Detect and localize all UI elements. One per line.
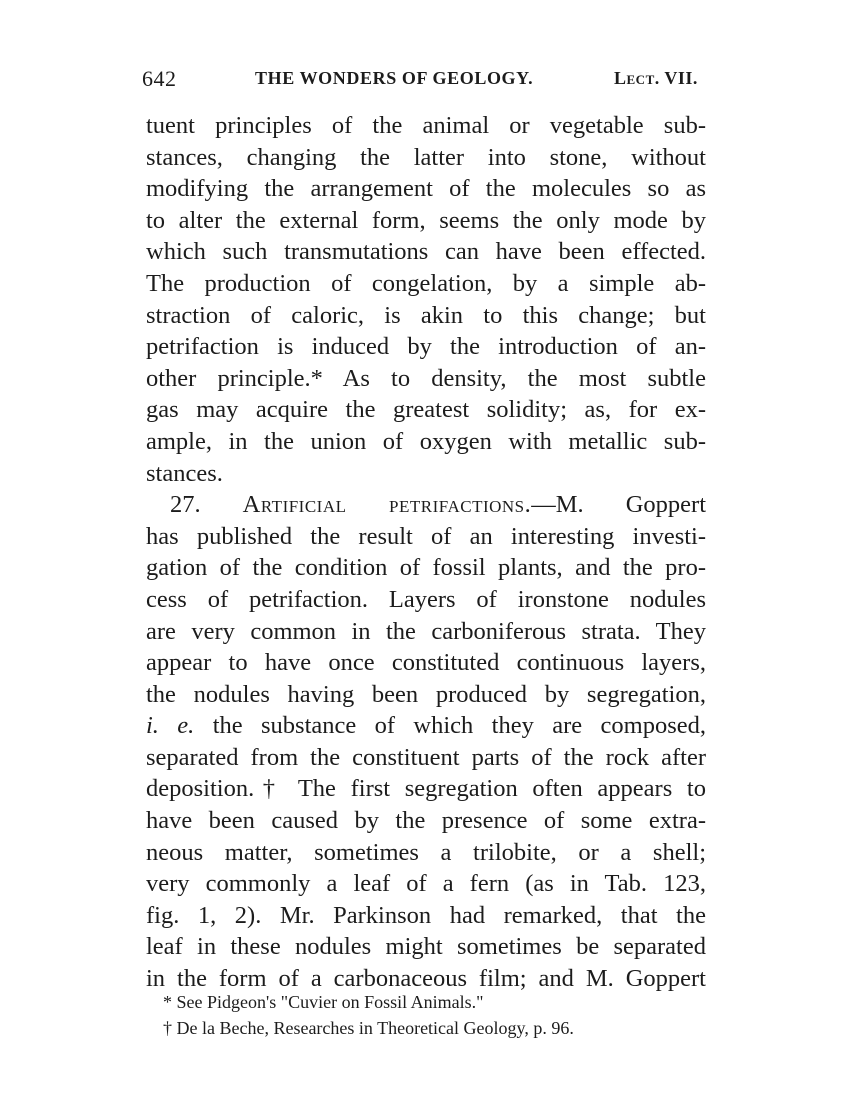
text-line: has published the result of an interesting investi- bbox=[146, 522, 706, 550]
text-line bbox=[146, 710, 706, 742]
text-line: ample, in the union of oxygen with metallic sub- bbox=[146, 427, 706, 455]
text-line: gation of the condition of fossil plants, and the pro- bbox=[146, 554, 706, 582]
text-line: gas may acquire the greatest solidity; as, for ex- bbox=[146, 396, 706, 424]
text-line: stances. bbox=[146, 459, 223, 487]
text-line: neous matter, sometimes a trilobite, or a shell; bbox=[146, 838, 706, 866]
text-line: have been caused by the presence of some extra- bbox=[146, 807, 706, 835]
text-line-rest: the substance of which they are composed, bbox=[194, 712, 706, 740]
lecture-reference: Lect. VII. bbox=[614, 68, 698, 88]
section-first-line-text: —M. Goppert bbox=[531, 491, 706, 519]
text-line: stances, changing the latter into stone, without bbox=[146, 143, 706, 171]
text-line: appear to have once constituted continuous layers, bbox=[146, 649, 706, 677]
text-line: petrifaction is induced by the introduction of an- bbox=[146, 333, 706, 361]
text-line: tuent principles of the animal or vegetable sub- bbox=[146, 112, 706, 139]
text-line: which such transmutations can have been effected. bbox=[146, 238, 706, 266]
section-number: 27. bbox=[170, 491, 201, 519]
text-line: very commonly a leaf of a fern (as in Tab. 123, bbox=[146, 870, 706, 898]
text-line: separated from the constituent parts of the rock after bbox=[146, 743, 706, 771]
page-number: 642 bbox=[142, 66, 177, 91]
text-line: leaf in these nodules might sometimes be separated bbox=[146, 933, 706, 961]
body-text bbox=[146, 110, 706, 995]
text-line: other principle.* As to density, the most subtle bbox=[146, 364, 706, 392]
text-line: fig. 1, 2). Mr. Parkinson had remarked, that the bbox=[146, 901, 706, 929]
text-line: modifying the arrangement of the molecules so as bbox=[146, 175, 706, 203]
text-line: cess of petrifaction. Layers of ironstone nodules bbox=[146, 585, 706, 613]
footnote: † De la Beche, Researches in Theoretical Geology, p. 96. bbox=[163, 1018, 574, 1038]
section-first-line bbox=[146, 489, 706, 521]
text-line: The production of congelation, by a simple ab- bbox=[146, 269, 706, 297]
text-line: in the form of a carbonaceous film; and M. Goppert bbox=[146, 965, 706, 993]
text-line: to alter the external form, seems the only mode by bbox=[146, 206, 706, 234]
text-line: deposition.† The first segregation often appears to bbox=[146, 775, 706, 803]
text-line: are very common in the carboniferous strata. They bbox=[146, 617, 706, 645]
text-line: the nodules having been produced by segregation, bbox=[146, 680, 706, 708]
running-title: THE WONDERS OF GEOLOGY. bbox=[255, 68, 534, 88]
footnote: * See Pidgeon's "Cuvier on Fossil Animals." bbox=[163, 992, 484, 1012]
ie-abbreviation: i. e. bbox=[146, 712, 195, 740]
section-heading: Artificial petrifactions. bbox=[242, 491, 532, 519]
footnotes bbox=[163, 989, 708, 1041]
text-line: straction of caloric, is akin to this change; but bbox=[146, 301, 706, 329]
